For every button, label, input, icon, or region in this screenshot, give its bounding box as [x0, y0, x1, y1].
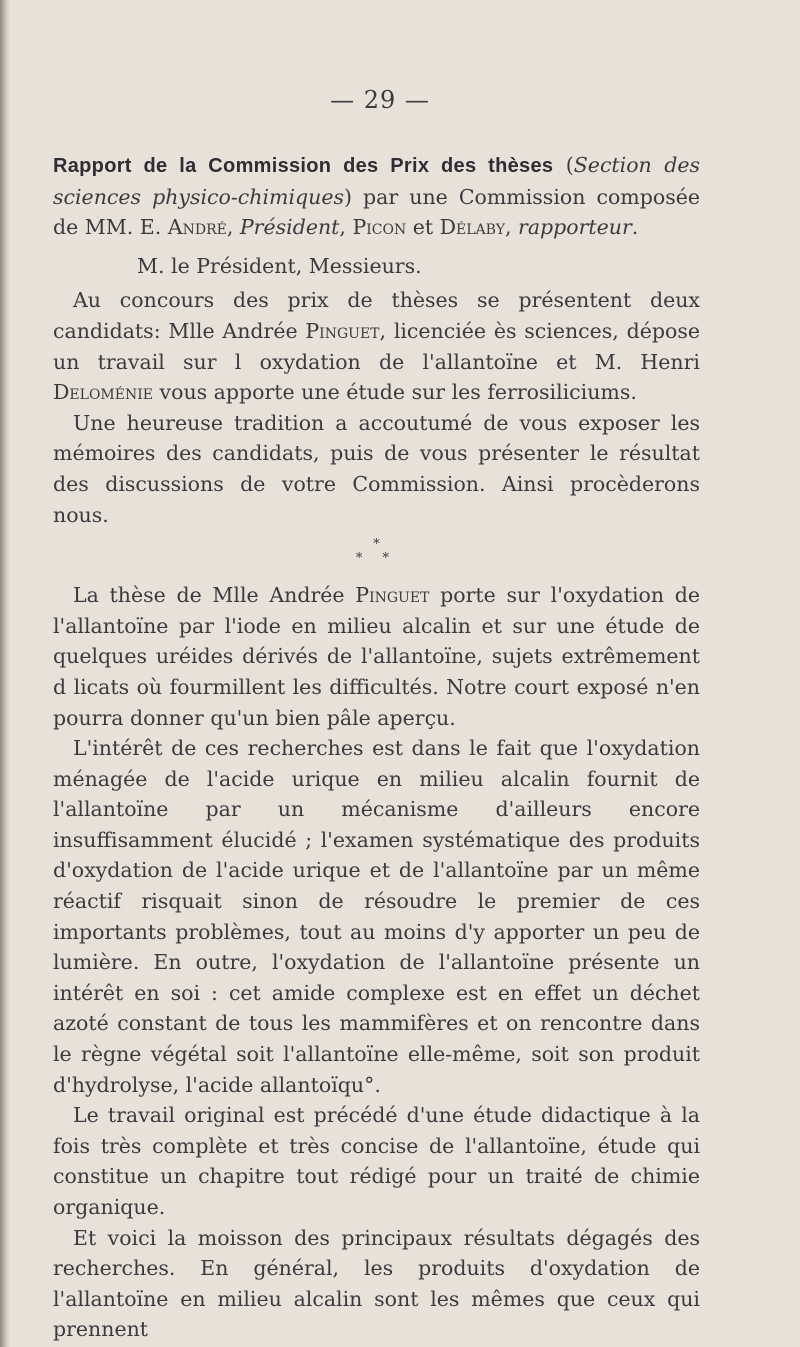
member-name: Picon	[352, 215, 407, 240]
paragraph-candidates: Au concours des prix de thèses se présentent deux candidats: Mlle Andrée Pinguet, licenciée ès sciences, dépose un travail sur l oxydation de l'allantoïne et M. Henri Deloménie vous apporte une étude sur les ferrosiliciums.	[53, 288, 700, 405]
paragraph-tradition: Une heureuse tradition a accoutumé de vous exposer les mémoires des candidats, puis de vous présenter le résultat des discussions de votre Commission. Ainsi procèderons nous.	[53, 410, 700, 527]
member-name: E. André	[139, 215, 227, 240]
paragraph-interest: L'intérêt de ces recherches est dans le fait que l'oxydation ménagée de l'acide urique en milieu alcalin fournit de l'allantoïne par un mécanisme d'ailleurs encore insuffisamment élucidé ; l'examen systématique des produits d'oxydation de l'acide urique et de l'allantoïne par un même réactif risquait sinon de résoudre le premier de ces importants problèmes, tout au moins d'y apporter un peu de lumière. En outre, l'oxydation de l'allantoïne présente un intérêt en soi : cet amide complexe est en effet un déchet azoté constant de tous les mammifères et on rencontre dans le règne végétal soit l'allantoïne elle-même, soit son produit d'hydrolyse, l'acide allantoïqu°.	[53, 736, 700, 1097]
paragraph-thesis-subject: La thèse de Mlle Andrée Pinguet porte sur l'oxydation de l'allantoïne par l'iode en milieu alcalin et sur une étude de quelques uréides dérivés de l'allantoïne, sujets extrêmement d licats où fourmillent les difficultés. Notre court exposé n'en pourra donner qu'un bien pâle aperçu.	[53, 583, 701, 730]
paragraph-original-work: Le travail original est précédé d'une étude didactique à la fois très complète et très concise de l'allantoïne, étude qui constitue un chapitre tout rédigé pour un traité de chimie organique.	[53, 1103, 700, 1219]
section-separator-asterism	[53, 538, 700, 566]
candidate-name: Pinguet	[305, 318, 380, 343]
page-binding-edge	[0, 0, 10, 1347]
asterism-top: *	[373, 537, 380, 553]
candidate-name: Pinguet	[355, 583, 430, 608]
salutation: M. le Président, Messieurs.	[137, 253, 422, 278]
paragraph-results: Et voici la moisson des principaux résultats dégagés des recherches. En général, les produits d'oxydation de l'allantoïne en milieu alcalin sont les mêmes que ceux qui prennent	[53, 1225, 700, 1342]
asterism-bottom: * *	[355, 551, 398, 567]
member-role: rapporteur	[518, 215, 632, 240]
member-name: Délaby	[439, 215, 505, 240]
report-title: Rapport de la Commission des Prix des thèses (Section des sciences physico-chimiques) par une Commission composée de MM. E. André, Président, Picon et Délaby, rapporteur.	[53, 153, 700, 240]
candidate-name: Deloménie	[53, 380, 153, 405]
report-title-heading: Rapport de la Commission des Prix des thèses	[53, 155, 554, 177]
section-name: Section des sciences physico-chimiques	[53, 153, 700, 209]
document-body	[53, 150, 700, 1345]
page-number: — 29 —	[330, 86, 430, 114]
member-role: Président	[239, 215, 340, 240]
